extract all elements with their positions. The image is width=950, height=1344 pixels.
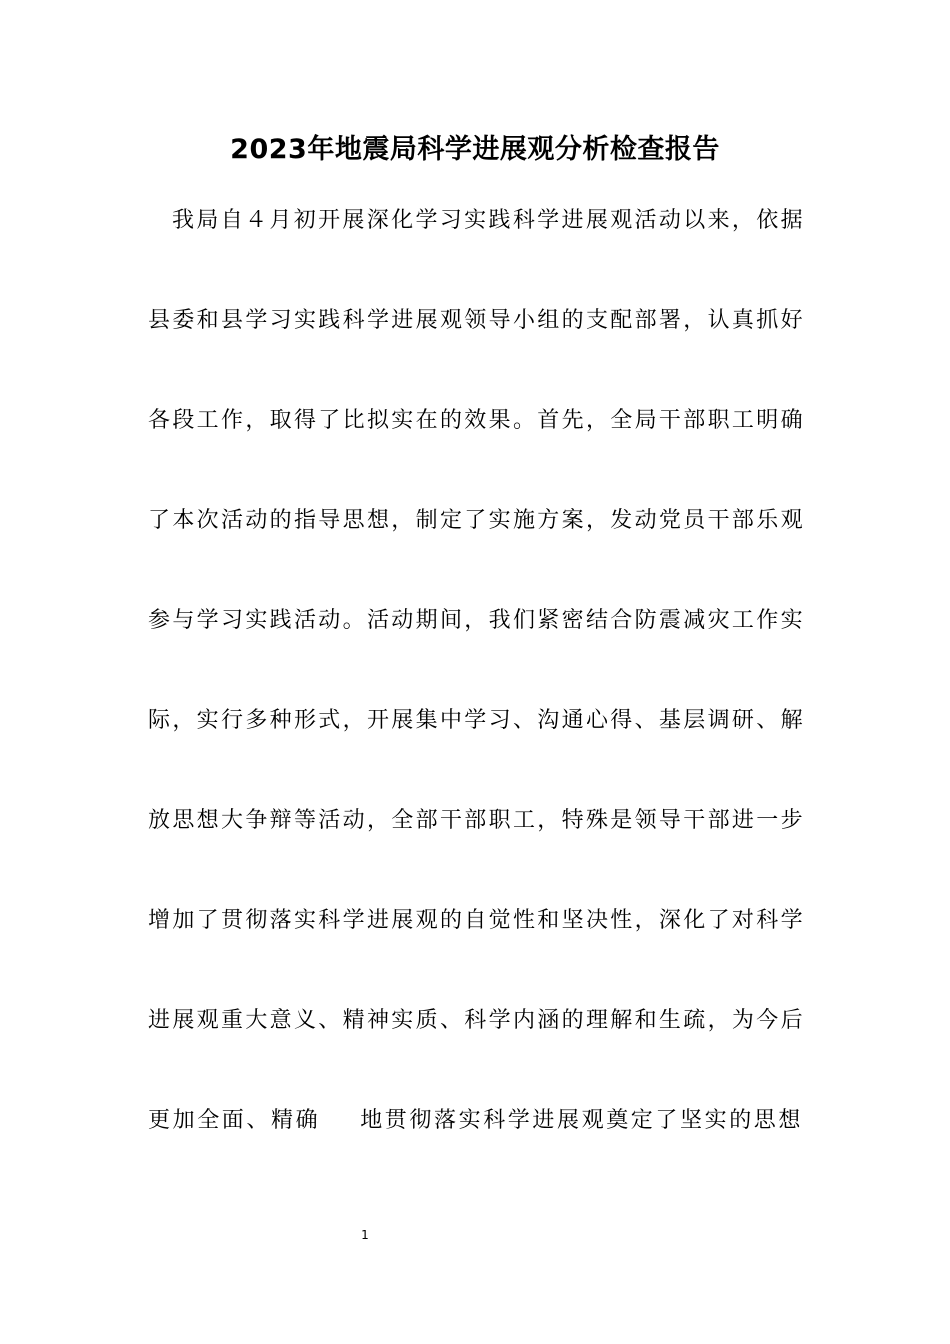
paragraph-line: 进展观重大意义、精神实质、科学内涵的理解和生疏，为今后: [148, 1008, 803, 1033]
paragraph-line-fragment: 更加全面、精确: [148, 1108, 321, 1133]
paragraph-line: 放思想大争辩等活动，全部干部职工，特殊是领导干部进一步: [148, 808, 803, 833]
paragraph-line: 我局自４月初开展深化学习实践科学进展观活动以来，依据: [172, 208, 803, 233]
paragraph-line-last: [148, 1103, 803, 1203]
document-body: [148, 203, 803, 1203]
document-title: 2023年地震局科学进展观分析检查报告: [230, 134, 720, 165]
paragraph-line: 县委和县学习实践科学进展观领导小组的支配部署，认真抓好: [148, 308, 803, 333]
paragraph-line: 各段工作，取得了比拟实在的效果。首先，全局干部职工明确: [148, 408, 803, 433]
paragraph-line-fragment: 地贯彻落实科学进展观奠定了坚实的思想: [360, 1108, 803, 1133]
paragraph-line: 际，实行多种形式，开展集中学习、沟通心得、基层调研、解: [148, 708, 803, 733]
page-number: 1: [361, 1228, 369, 1242]
paragraph-line: 增加了贯彻落实科学进展观的自觉性和坚决性，深化了对科学: [148, 908, 803, 933]
paragraph-line: 了本次活动的指导思想，制定了实施方案，发动党员干部乐观: [148, 508, 803, 533]
paragraph-line: 参与学习实践活动。活动期间，我们紧密结合防震减灾工作实: [148, 608, 803, 633]
